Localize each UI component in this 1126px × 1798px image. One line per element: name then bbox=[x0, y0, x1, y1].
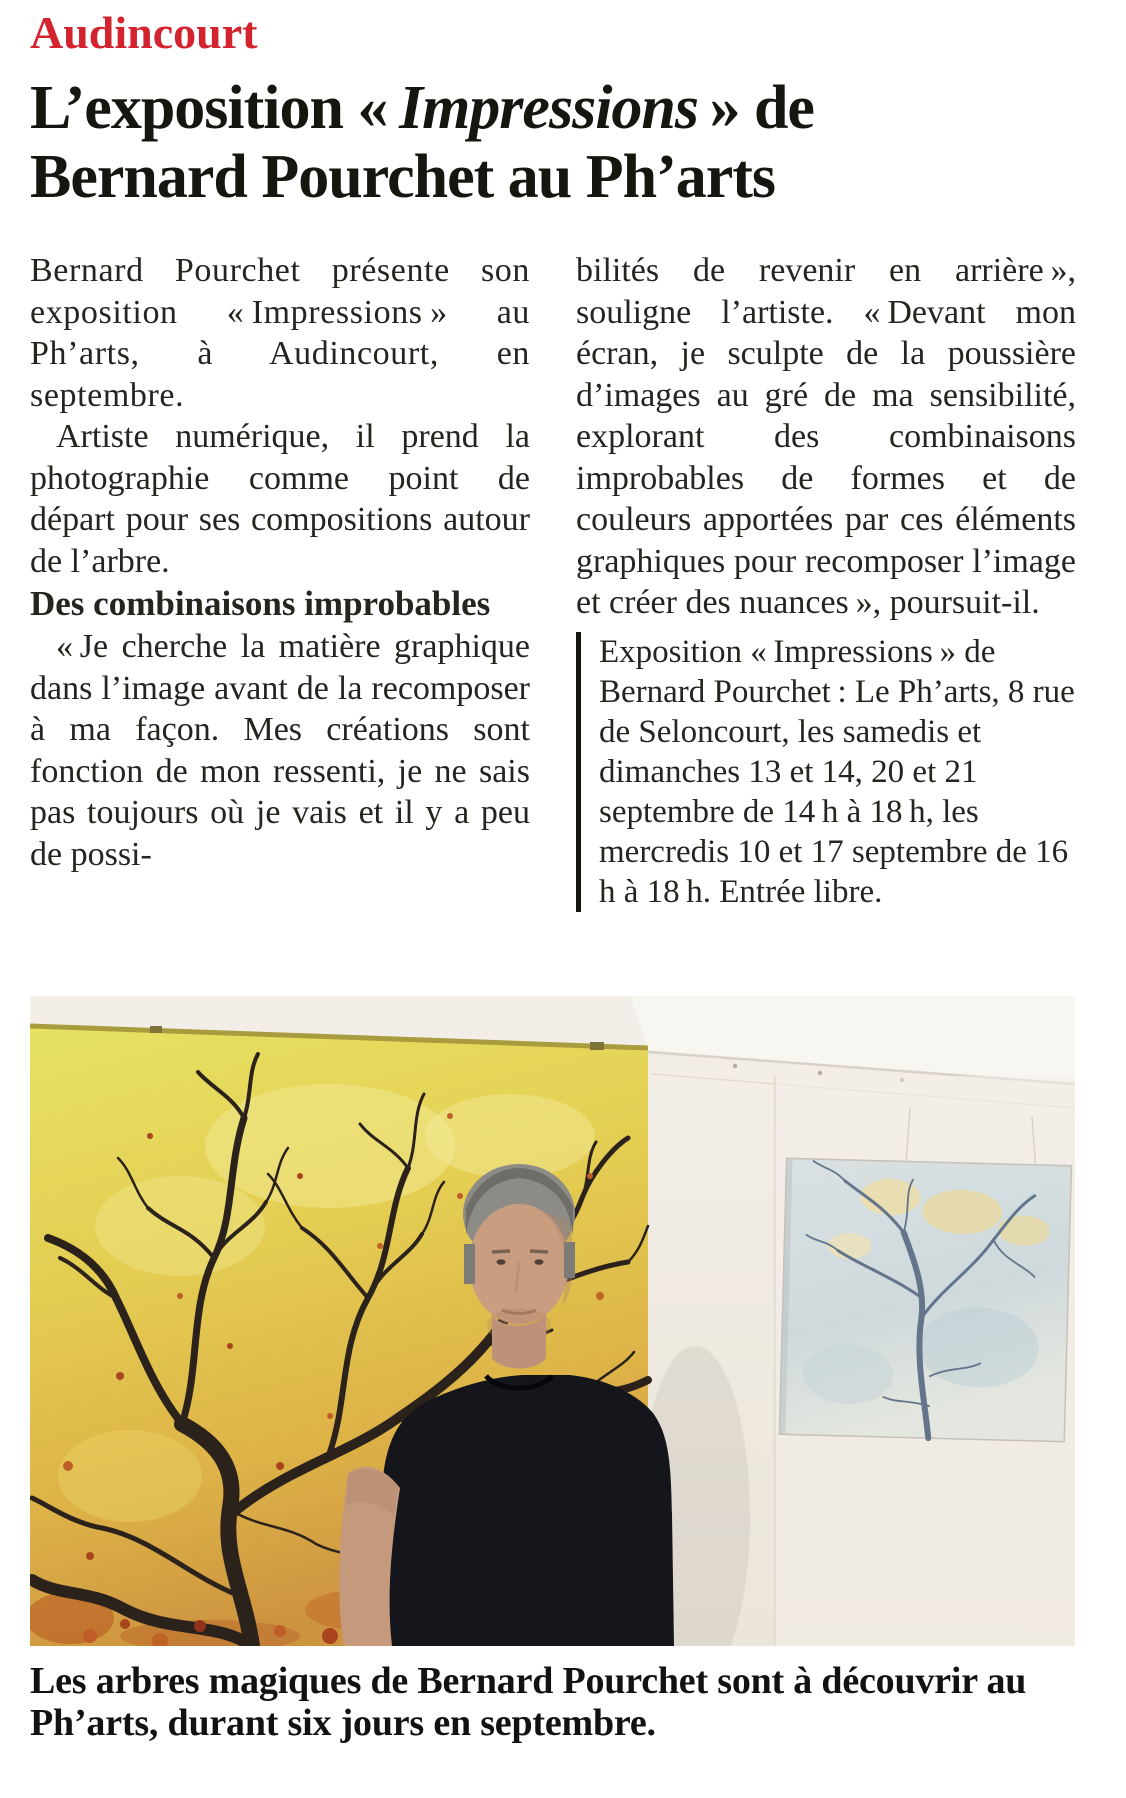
quote-paragraph-continued: bilités de revenir en arrière », souligne l’artiste. « Devant mon écran, je sculpte de la poussière d’images au gré de ma sensibilité, explorant des combinaisons improbables de formes et de couleurs apportées par ces éléments graphiques pour recomposer l’image et créer des nuances », poursuit-il. bbox=[576, 252, 1076, 621]
column-right bbox=[576, 250, 1076, 912]
lede-pre: Bernard Pourchet présente son exposition « bbox=[30, 252, 530, 331]
headline-line1-pre: L’exposition « bbox=[30, 74, 399, 142]
headline-line1-post: » de bbox=[698, 74, 814, 142]
subheading: Des combinaisons improbables bbox=[30, 584, 491, 623]
framed-artwork bbox=[779, 1158, 1071, 1441]
article-headline bbox=[30, 74, 1040, 212]
headline-line2: Bernard Pourchet au Ph’arts bbox=[30, 143, 776, 211]
lede-paragraph bbox=[30, 250, 530, 416]
lede-post: » au Ph’arts, à Audincourt, en septembre. bbox=[30, 293, 530, 414]
practical-info-box: Exposition « Impressions » de Bernard Pourchet : Le Ph’arts, 8 rue de Seloncourt, les samedis et dimanches 13 et 14, 20 et 21 septembre de 14 h à 18 h, les mercredis 10 et 17 septembre de 16 h à 18 h. Entrée libre. bbox=[576, 632, 1076, 912]
column-left bbox=[30, 250, 530, 912]
lede-italic: Impressions bbox=[251, 293, 423, 331]
headline-line1-italic: Impressions bbox=[398, 74, 699, 142]
paragraph: Artiste numérique, il prend la photographie comme point de départ pour ses compositions autour de l’arbre. bbox=[30, 418, 530, 580]
quote-paragraph: « Je cherche la matière graphique dans l’image avant de la recomposer à ma façon. Mes créations sont fonction de mon ressenti, je ne sais pas toujours où je vais et il y a peu de possi- bbox=[30, 628, 530, 873]
photo-caption: Les arbres magiques de Bernard Pourchet sont à découvrir au Ph’arts, durant six jours en septembre. bbox=[30, 1659, 1027, 1744]
article-photo bbox=[30, 996, 1075, 1646]
article-body bbox=[30, 250, 1096, 912]
section-kicker: Audincourt bbox=[30, 7, 258, 58]
